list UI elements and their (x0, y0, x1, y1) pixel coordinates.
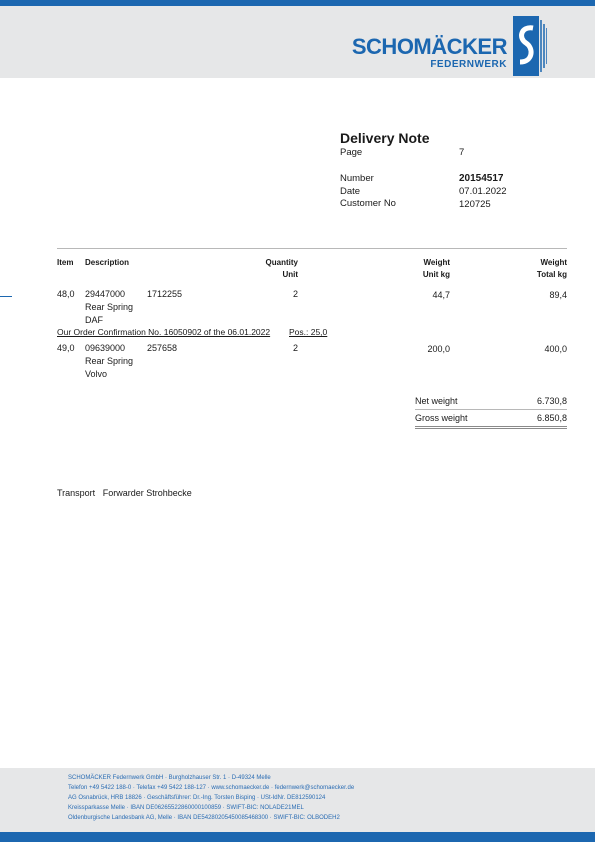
row-quantity: 2 (292, 289, 298, 299)
meta-value-date: 07.01.2022 (459, 186, 507, 197)
order-confirmation: Our Order Confirmation No. 16050902 of the 06.01.2022 (57, 327, 271, 337)
col-weight-total: Weight (540, 258, 567, 267)
row-total-weight: 400,0 (544, 344, 567, 354)
meta-label-page: Page (340, 147, 363, 158)
totals-mid-rule (415, 409, 567, 410)
meta-label-date: Date (340, 186, 361, 197)
row-unit-weight: 44,7 (432, 290, 450, 300)
meta-value-page: 7 (459, 147, 465, 158)
meta-label-number: Number (340, 173, 374, 184)
row-unit-weight: 200,0 (427, 344, 450, 354)
logo-wordmark: SCHOMÄCKER (351, 34, 507, 59)
row-article: 09639000 (85, 343, 126, 353)
logo-s-icon (513, 16, 547, 76)
row-desc2: DAF (85, 315, 103, 325)
row-item: 48,0 (57, 289, 75, 299)
row-ref: 257658 (147, 343, 178, 353)
row-item: 49,0 (57, 343, 75, 353)
footer-band (0, 768, 595, 832)
gross-weight-value: 6.850,8 (536, 413, 567, 423)
logo-subtitle: FEDERNWERK (430, 59, 507, 70)
col-item: Item (57, 258, 74, 267)
footer-line-contact: Telefon +49 5422 188-0 · Telefax +49 5422 188-127 · www.schomaecker.de · federnwerk@schomaecker.de (68, 785, 355, 791)
transport-value: Forwarder Strohbecke (102, 488, 192, 498)
totals-double-rule (415, 428, 567, 429)
col-weight-total-kg: Total kg (536, 270, 567, 279)
totals-bottom-rule (415, 426, 567, 427)
row-desc2: Volvo (85, 369, 108, 379)
footer-line-bank1: Kreissparkasse Melle · IBAN DE06265522860000100859 · SWIFT-BIC: NOLADE21MEL (68, 805, 304, 811)
col-weight-unit-kg: Unit kg (422, 270, 450, 279)
row-desc1: Rear Spring (85, 302, 134, 312)
footer-line-registry: AG Osnabrück, HRB 18826 · Geschäftsführer: Dr.-Ing. Torsten Bisping · USt-IdNr. DE812590124 (68, 795, 326, 801)
bottom-accent-bar (0, 832, 595, 842)
col-quantity: Quantity (265, 258, 298, 267)
row-article: 29447000 (85, 289, 126, 299)
meta-label-customer: Customer No (340, 198, 396, 209)
company-logo (351, 16, 547, 76)
header-band (0, 6, 595, 78)
col-unit: Unit (282, 270, 298, 279)
meta-value-number: 20154517 (459, 173, 504, 184)
row-quantity: 2 (292, 343, 298, 353)
row-ref: 1712255 (147, 289, 183, 299)
row-desc1: Rear Spring (85, 356, 134, 366)
footer-line-bank2: Oldenburgische Landesbank AG, Melle · IBAN DE54280205450085468300 · SWIFT-BIC: OLBODEH2 (68, 815, 340, 821)
row-total-weight: 89,4 (549, 290, 567, 300)
col-description: Description (85, 258, 130, 267)
net-weight-label: Net weight (415, 396, 458, 406)
transport-line (57, 488, 192, 498)
col-weight-unit: Weight (423, 258, 450, 267)
net-weight-value: 6.730,8 (536, 396, 567, 406)
fold-mark (0, 296, 12, 297)
table-top-rule (57, 248, 567, 249)
meta-value-customer: 120725 (459, 199, 491, 210)
transport-label: Transport (57, 488, 96, 498)
gross-weight-label: Gross weight (415, 413, 468, 423)
order-position: Pos.: 25,0 (289, 327, 328, 337)
footer-line-company: SCHOMÄCKER Federnwerk GmbH · Burgholzhauser Str. 1 · D-49324 Melle (68, 775, 271, 781)
document-title: Delivery Note (340, 130, 430, 146)
